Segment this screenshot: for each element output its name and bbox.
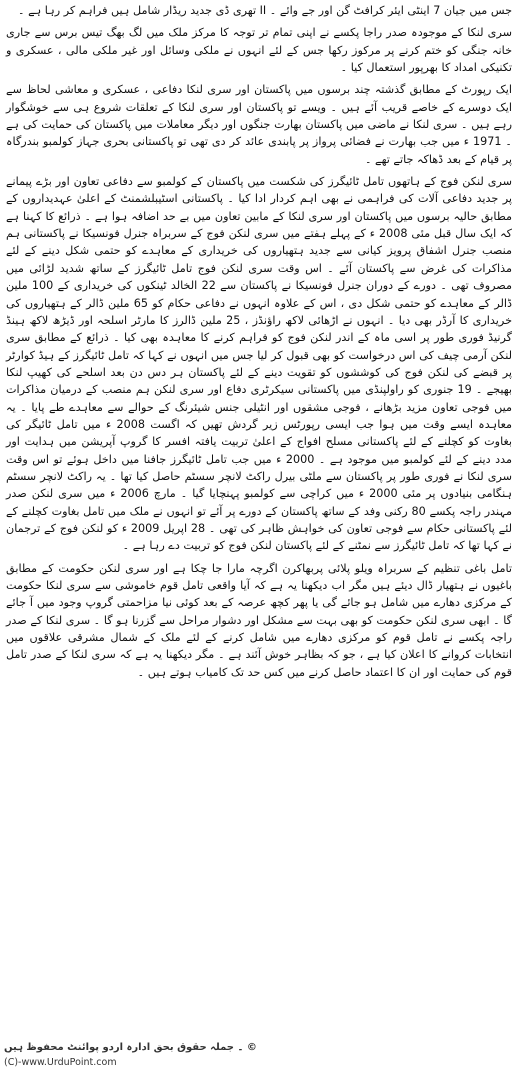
- article-paragraph-4: سری لنکن فوج کے ہاتھوں تامل ٹائیگرز کی شکست میں پاکستان کے کولمبو سے دفاعی تعاون اور بڑے پیمانے پر جدید دفاعی آلات کی فراہمی نے بھی اہم کردار ادا کیا ۔ پاکستانی اسٹیبلشمنٹ کے اعلیٰ عہدیداروں کے مطابق حالیہ برسوں میں پاکستان اور سری لنکا کے مابین تعاون میں بے حد اضافہ ہوا ہے ۔ ذرائع کا کہنا ہے کہ ایک سال قبل مئی 2008 ء کے پہلے ہفتے میں سری لنکن فوج کے سربراہ جنرل فونسیکا نے پاکستانی ہم منصب جنرل اشفاق پرویز کیانی سے جدید ہتھیاروں کی خریداری کے معاہدے کو حتمی شکل دینے کے لئے مذاکرات کی غرض سے پاکستان آئے ۔ اس وقت سری لنکن فوج تامل ٹائیگرز کے ساتھ شدید لڑائی میں مصروف تھی ۔ دورے کے دوران جنرل فونسیکا نے پاکستان سے 22 الخالد ٹینکوں کی خریداری کے 100 ملین ڈالر کے معاہدے کو حتمی شکل دی ، اس کے علاوہ انہوں نے دفاعی حکام کو 65 ملین ڈالر کے ہتھیاروں کی خریداری کا آرڈر بھی دیا ۔ انہوں نے اڑھائی لاکھ راؤنڈز ، 25 ملین ڈالرز کا مارٹر اسلحہ اور ڈیڑھ لاکھ ہینڈ گرنیڈ فوری طور پر اسی ماہ کے اندر لنکن فوج کو فراہم کرنے کا معاہدہ بھی کیا ۔ ذرائع کے مطابق سری لنکن آرمی چیف کی اس درخواست کو بھی قبول کر لیا جس میں انہوں نے کہا کہ تامل ٹائیگرز کے ہیڈ کوارٹر پر قبضے کی لنکن فوج کی کوششوں کو تقویت دینے کے لئے پاکستان ہر دس دن بعد اسلحے کی کھیپ لنکا بھیجے ۔ 19 جنوری کو راولپنڈی میں پاکستانی سیکرٹری دفاع اور سری لنکن ہم منصب کے درمیان مذاکرات میں فوجی تعاون مزید بڑھانے ، فوجی مشقوں اور انٹیلی جنس شیئرنگ کے حوالے سے معاہدے طے پایا ۔ یہ معاہدہ ایسے وقت میں ہوا جب ایسی رپورٹس زیر گردش تھیں کہ اگست 2008 ء میں تامل ٹائیگر کی بغاوت کو کچلنے کے لئے پاکستانی مسلح افواج کے اعلیٰ تربیت یافتہ افسر کا گروپ آپریشن میں ہدایت اور مدد دینے کے لئے کولمبو میں موجود ہے ۔ 2000 ء میں جب تامل ٹائیگرز جافنا میں داخل ہوئے تو اس وقت سری لنکا نے فوری طور پر پاکستان سے ملٹی بیرل راکٹ لانچر سسٹم حاصل کیا تھا ۔ یہ راکٹ لانچر سسٹم ہنگامی بنیادوں پر مئی 2000 ء میں کراچی سے کولمبو پہنچایا گیا ۔ مارچ 2006 ء میں سری لنکن صدر مہندر راجہ پکسے 80 رکنی وفد کے ساتھ پاکستان کے دورے پر آئے تو انہوں نے ملک میں تامل بغاوت کچلنے کے لئے پاکستانی حکام سے فوجی تعاون کی خواہش ظاہر کی تھی ۔ 28 اپریل 2009 ء کو لنکن فوج کے ترجمان نے کہا تھا کہ تامل ٹائیگرز سے نمٹنے کے لئے پاکستان لنکن فوج کو تربیت دے رہا ہے ۔: [6, 175, 513, 553]
- article-body: [6, 2, 512, 686]
- article-paragraph-2: سری لنکا کے موجودہ صدر راجا پکسے نے اپنی تمام تر توجہ کا مرکز ملک میں لگ بھگ تیس برس سے جاری خانہ جنگی کو ختم کرنے پر مرکوز رکھا جس کے لئے انہوں نے ملکی وسائل اور غیر ملکی مالی ، عسکری و تکنیکی امداد کا بھرپور استعمال کیا ۔: [6, 26, 512, 75]
- site-url: (C)-www.UrduPoint.com: [4, 1057, 117, 1068]
- copyright-notice: © ۔ جملہ حقوق بحق ادارہ اردو پوائنٹ محفوظ ہیں: [4, 1042, 257, 1053]
- article-paragraph-3: ایک رپورٹ کے مطابق گذشتہ چند برسوں میں پاکستان اور سری لنکا دفاعی ، عسکری و معاشی لحاظ سے ایک دوسرے کے خاصے قریب آئے ہیں ۔ ویسے تو پاکستان اور سری لنکا کے تعلقات شروع ہی سے خوشگوار رہے ہیں ۔ سری لنکا نے ماضی میں پاکستان بھارت جنگوں اور دیگر معاملات میں پاکستان کی حمایت کی ہے ۔ 1971 ء میں جب بھارت نے فضائی پرواز پر پابندی عائد کر دی تھی تو پاکستانی بحری جہاز کولمبو بندرگاہ پر قیام کے بعد ڈھاکہ جاتے تھے ۔: [6, 83, 512, 166]
- copyright-footer: [4, 1040, 304, 1078]
- article-paragraph-5: تامل باغی تنظیم کے سربراہ ویلو پلائی پربھاکرن اگرچہ مارا جا چکا ہے اور سری لنکن حکومت کے مطابق باغیوں نے ہتھیار ڈال دیئے ہیں مگر اب دیکھنا یہ ہے کہ آیا واقعی تامل قوم خاموشی سے سری لنکا حکومت کے مرکزی دھارے میں شامل ہو جائے گی یا پھر کچھ عرصہ کے بعد کوئی نیا مزاحمتی گروپ وجود میں آ جائے گا ۔ ابھی سری لنکن حکومت کو بھی بہت سے مشکل اور دشوار مراحل سے گزرنا ہو گا ۔ سری لنکا کے صدر راجہ پکسے نے تامل قوم کو مرکزی دھارے میں شامل کرنے کے لئے ملک کے شمال مشرقی علاقوں میں انتخابات کروانے کا اعلان کیا ہے ، جو کہ بظاہر خوش آئند ہے ۔ مگر دیکھنا یہ ہے کہ سری لنکا کے صدر تامل قوم کی حمایت اور ان کا اعتماد حاصل کرنے میں کس حد تک کامیاب ہوتے ہیں ۔: [6, 561, 512, 679]
- article-paragraph-1: جس میں جیان 7 اینٹی ایئر کرافٹ گن اور جے وائے ۔ II تھری ڈی جدید ریڈار شامل ہیں فراہم کر رہا ہے ۔: [18, 4, 512, 17]
